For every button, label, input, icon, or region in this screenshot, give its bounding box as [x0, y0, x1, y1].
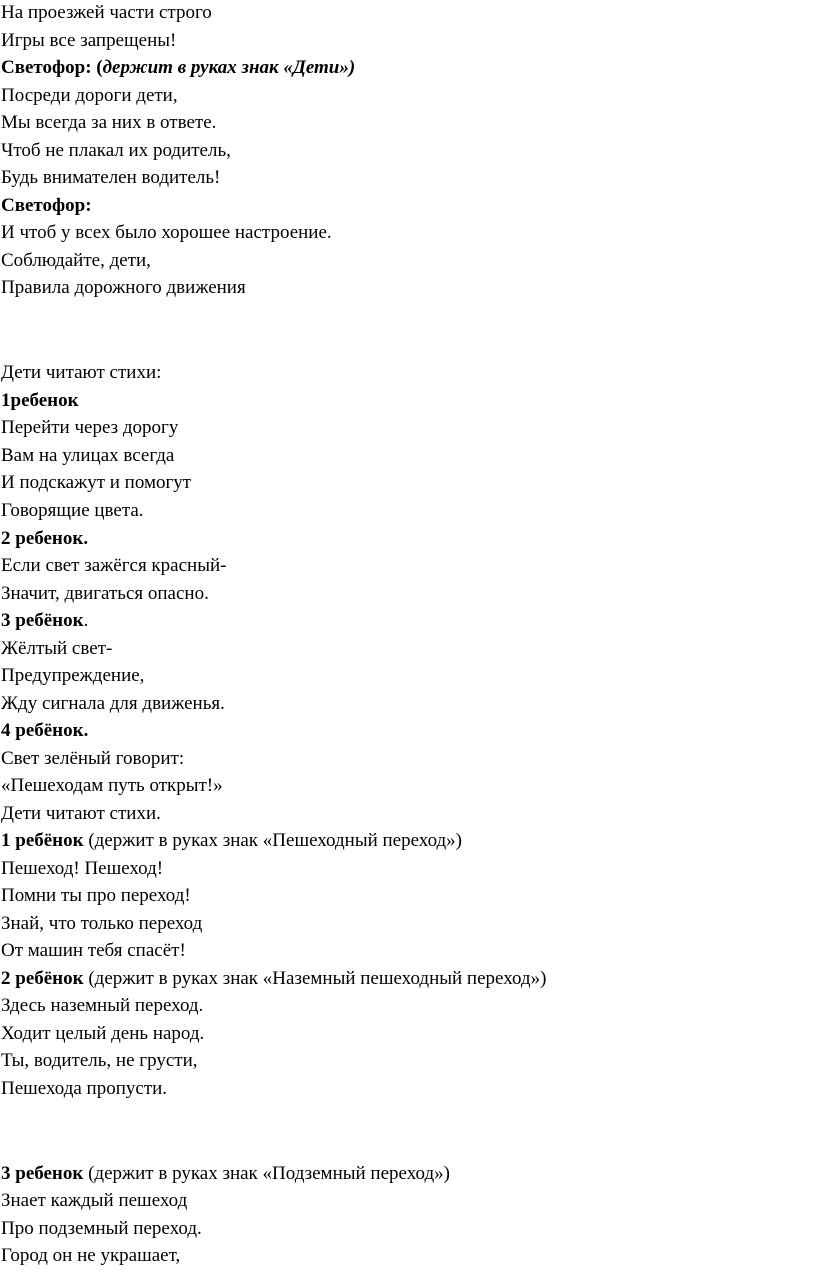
speaker-name: Светофор:	[1, 195, 92, 216]
stage-direction: держит в руках знак «Дети»)	[102, 57, 356, 78]
speaker-line	[1, 720, 88, 742]
text-line: Говорящие цвета.	[1, 500, 144, 521]
text-line: Здесь наземный переход.	[1, 995, 204, 1016]
text-line: Мы всегда за них в ответе.	[1, 112, 217, 133]
stage-direction: (держит в руках знак «Наземный пешеходный переход»)	[83, 968, 547, 989]
stage-direction: (держит в руках знак «Пешеходный переход»)	[83, 830, 463, 851]
text-line: Жёлтый свет-	[1, 638, 113, 659]
text-line: Помни ты про переход!	[1, 885, 191, 906]
text-line: Про подземный переход.	[1, 1218, 202, 1239]
text-line: Пешеход! Пешеход!	[1, 858, 164, 879]
text-line: Соблюдайте, дети,	[1, 250, 151, 271]
text-line: Знает каждый пешеход	[1, 1190, 188, 1211]
text-line: Ты, водитель, не грусти,	[1, 1050, 198, 1071]
text-line: Ходит целый день народ.	[1, 1023, 205, 1044]
text-line: На проезжей части строго	[1, 2, 212, 23]
speaker-line	[1, 968, 546, 990]
text-line: Дети читают стихи:	[1, 362, 162, 383]
text-line: Дети читают стихи.	[1, 803, 161, 824]
text-line: Свет зелёный говорит:	[1, 748, 185, 769]
text-line: Игры все запрещены!	[1, 30, 177, 51]
speaker-name: 1ребенок	[1, 390, 79, 411]
text-line: Предупреждение,	[1, 665, 145, 686]
text-line: Город он не украшает,	[1, 1245, 181, 1266]
text-line: От машин тебя спасёт!	[1, 940, 186, 961]
speaker-line	[1, 610, 88, 632]
text-line: Жду сигнала для движенья.	[1, 693, 225, 714]
speaker-line	[1, 195, 92, 217]
punctuation: .	[83, 610, 89, 631]
text-line: Будь внимателен водитель!	[1, 167, 221, 188]
speaker-name: Светофор: (	[1, 57, 103, 78]
speaker-name: 1 ребёнок	[1, 830, 84, 851]
speaker-name: 2 ребёнок	[1, 968, 84, 989]
stage-direction: (держит в руках знак «Подземный переход»)	[83, 1163, 450, 1184]
speaker-line	[1, 528, 88, 550]
text-line: Знай, что только переход	[1, 913, 203, 934]
text-line: «Пешеходам путь открыт!»	[1, 775, 223, 796]
text-line: Правила дорожного движения	[1, 277, 246, 298]
text-line: Если свет зажёгся красный-	[1, 555, 227, 576]
text-line: Чтоб не плакал их родитель,	[1, 140, 231, 161]
text-line: Вам на улицах всегда	[1, 445, 175, 466]
text-line: Перейти через дорогу	[1, 417, 179, 438]
speaker-line	[1, 830, 462, 852]
speaker-name: 3 ребенок	[1, 1163, 84, 1184]
speaker-name: 2 ребенок.	[1, 528, 89, 549]
speaker-line	[1, 390, 79, 412]
text-line: И чтоб у всех было хорошее настроение.	[1, 222, 332, 243]
speaker-line	[1, 57, 355, 79]
text-line: Посреди дороги дети,	[1, 85, 178, 106]
speaker-name: 3 ребёнок	[1, 610, 84, 631]
speaker-name: 4 ребёнок.	[1, 720, 89, 741]
text-line: И подскажут и помогут	[1, 472, 192, 493]
speaker-line	[1, 1163, 450, 1185]
text-line: Значит, двигаться опасно.	[1, 583, 209, 604]
text-line: Пешехода пропусти.	[1, 1078, 168, 1099]
